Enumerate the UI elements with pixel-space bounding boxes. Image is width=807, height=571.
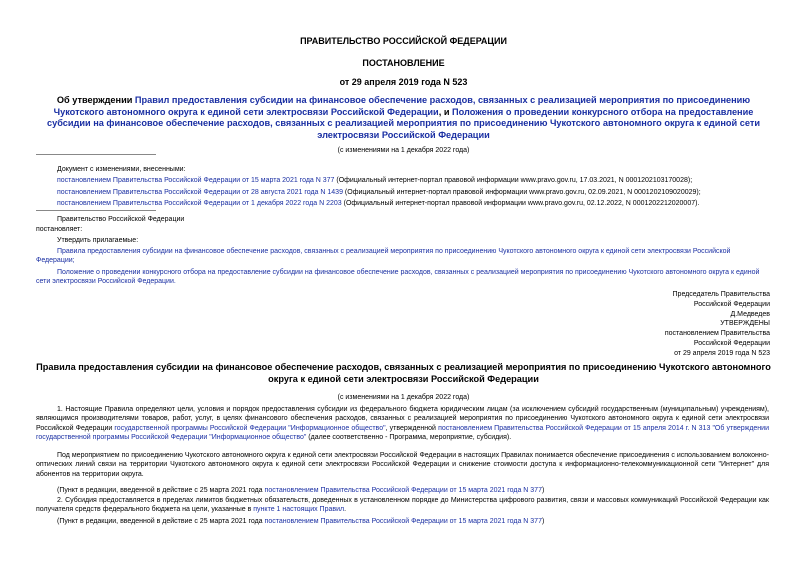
doc-changes-intro: Документ с изменениями, внесенными: (57, 166, 186, 173)
body-paragraph-2: Под мероприятием по присоединению Чукотского автономного округа к единой сети электросвязи Российской Федерации в настоящих Правилах понимается обеспечение присоединения с использованием волоконно-оптических линий связи на территории Чукотского автономного округа к единой сети электросвязи Российской Федерации и снижение стоимости доступа к информационно-телекоммуникационной сети "Интернет" для абонентов на территории округа. (36, 452, 769, 478)
signature-line: Российской Федерации (693, 300, 770, 308)
paragraph-text: 2. Субсидия предоставляется в пределах лимитов бюджетных обязательств, доведенных в установленном порядке до Министерства цифрового развития, связи и массовых коммуникаций Российской Федерации как получателя средств федерального бюджета на цели, указанные в (36, 497, 769, 514)
doc-change-item (57, 188, 787, 197)
rules-title: Правила предоставления субсидии на финансовое обеспечение расходов, связанных с реализацией мероприятия по присоединению Чукотского автономного округа к единой сети электросвязи Российской Федерации (36, 362, 771, 384)
doc-changes-block (57, 165, 787, 210)
approved-label: УТВЕРЖДЕНЫ (720, 320, 770, 328)
note-link[interactable]: постановлением Правительства Российской Федерации от 15 марта 2021 года N 377 (264, 487, 542, 494)
title-link-regulation[interactable]: Положения о проведении конкурсного отбора на предоставление субсидии на финансовое обеспечение расходов, связанных с реализацией мероприятия по присоединению Чукотского автономного округа к единой сети электросвязи Российской Федерации (46, 106, 760, 140)
doc-change-link[interactable]: постановлением Правительства Российской Федерации от 28 августа 2021 года N 1439 (57, 188, 343, 196)
title-link-rules[interactable]: Правил предоставления субсидии на финансовое обеспечение расходов, связанных с реализацией мероприятия по присоединению Чукотского автономного округа к единой сети электросвязи Российской Федерации (53, 95, 751, 117)
note-text: (Пункт в редакции, введенной в действие с 25 марта 2021 года (57, 487, 265, 494)
paragraph-text: (далее соответственно - Программа, мероприятие, субсидия). (306, 434, 512, 442)
approved-line: Российской Федерации (693, 339, 770, 347)
approved-line: постановлением Правительства (664, 330, 770, 338)
note-text: (Пункт в редакции, введенной в действие с 25 марта 2021 года (57, 518, 265, 525)
doc-change-link[interactable]: постановлением Правительства Российской Федерации от 1 декабря 2022 года N 2203 (57, 199, 342, 207)
body-paragraph-3 (36, 496, 769, 515)
doc-change-text: (Официальный интернет-портал правовой информации www.pravo.gov.ru, 17.03.2021, N 0001202103170028); (334, 177, 693, 185)
preamble-government: Правительство Российской Федерации (57, 216, 185, 223)
signature-line: Председатель Правительства (672, 291, 770, 298)
doc-change-text: (Официальный интернет-портал правовой информации www.pravo.gov.ru, 02.09.2021, N 0001202109020029); (342, 188, 701, 196)
edits-note-rules: (с изменениями на 1 декабря 2022 года) (337, 394, 470, 401)
paragraph-text: 1. Настоящие Правила определяют цели, условия и порядок предоставления субсидии из федерального бюджета юридическим лицам (за исключением субсидий государственным (муниципальным) учреждениям), являющимся производителями товаров, работ, услуг, в целях финансового обеспечения расходов, связанных с реализацией мероприятия по присоединению Чукотского автономного округа к единой сети электросвязи Российской Федерации (36, 406, 769, 432)
edit-note-1 (36, 486, 769, 495)
approved-regulation-link[interactable]: Положение о проведении конкурсного отбора на предоставление субсидии на финансовое обеспечение расходов, связанных с реализацией мероприятия по присоединению Чукотского автономного округа к единой сети электросвязи Российской Федерации. (36, 269, 760, 285)
preamble-decides: постановляет: (36, 226, 83, 233)
clause-1-link[interactable]: пункте 1 настоящих Правил (253, 506, 345, 514)
paragraph-text: . (344, 506, 347, 514)
document-title (36, 95, 771, 141)
note-text: ) (541, 518, 545, 525)
body-paragraph-1 (36, 405, 769, 443)
program-link[interactable]: государственной программы Российской Федерации "Информационное общество" (114, 424, 386, 432)
edit-note-2 (36, 517, 769, 526)
approved-date: от 29 апреля 2019 года N 523 (674, 349, 770, 357)
paragraph-text: , утвержденной (385, 424, 439, 432)
doc-change-text: (Официальный интернет-портал правовой информации www.pravo.gov.ru, 02.12.2022, N 0001202212020007). (341, 199, 700, 207)
doc-change-item (57, 199, 787, 208)
doc-change-link[interactable]: постановлением Правительства Российской Федерации от 15 марта 2021 года N 377 (57, 177, 335, 185)
header-government: ПРАВИТЕЛЬСТВО РОССИЙСКОЙ ФЕДЕРАЦИИ (300, 36, 507, 46)
approved-rules-link[interactable]: Правила предоставления субсидии на финансовое обеспечение расходов, связанных с реализацией мероприятия по присоединению Чукотского автономного округа к единой сети электросвязи Российской Федерации; (36, 248, 731, 264)
note-link[interactable]: постановлением Правительства Российской Федерации от 15 марта 2021 года N 377 (264, 518, 542, 525)
divider-bottom (36, 210, 156, 211)
doc-change-item (57, 176, 787, 185)
signature-name: Д.Медведев (730, 310, 770, 318)
resolution-313-link[interactable]: постановлением Правительства Российской Федерации от 15 апреля 2014 г. N 313 "Об утверждении государственной программы Российской Федерации "Информационное общество" (36, 424, 769, 442)
divider-top (36, 154, 156, 155)
title-middle: , и (438, 106, 453, 117)
note-text: ) (541, 487, 545, 494)
signature-block (560, 290, 770, 359)
header-document-type: ПОСТАНОВЛЕНИЕ (362, 58, 445, 68)
edits-note: (с изменениями на 1 декабря 2022 года) (337, 147, 470, 154)
preamble-approve: Утвердить прилагаемые: (57, 237, 139, 244)
title-prefix: Об утверждении (56, 95, 135, 105)
header-date: от 29 апреля 2019 года N 523 (339, 77, 468, 87)
